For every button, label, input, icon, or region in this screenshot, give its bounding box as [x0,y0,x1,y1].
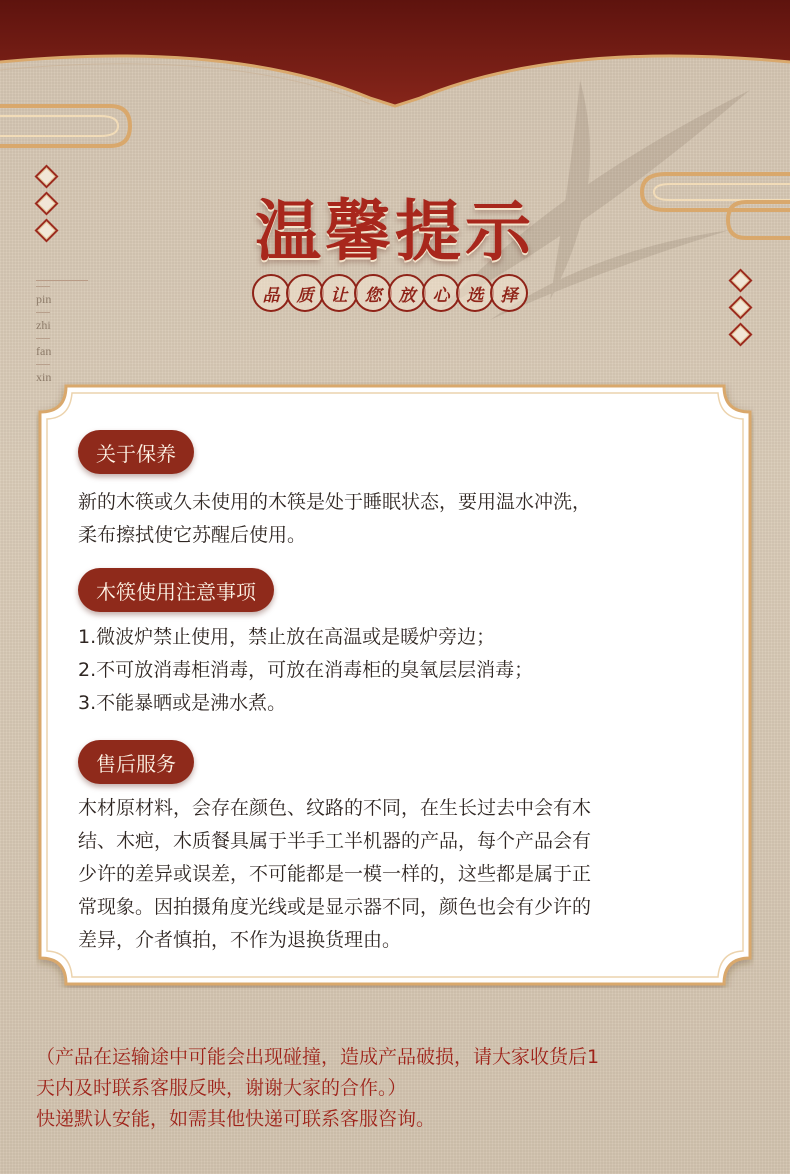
pinyin-label: zhi [36,312,50,338]
pinyin-label: pin [36,286,50,312]
body-line: 2.不可放消毒柜消毒，可放在消毒柜的臭氧层层消毒； [78,659,534,681]
right-diamond-ornaments [732,272,749,343]
left-frame-ornament [0,98,140,158]
body-line: 木材原材料，会存在颜色、纹路的不同，在生长过去中会有木 [78,797,592,819]
subtitle-seal: 您 [354,274,392,312]
body-line: 结、木疤，木质餐具属于半手工半机器的产品，每个产品会有 [78,830,592,852]
footer-line: 天内及时联系客服反映，谢谢大家的合作。） [36,1077,407,1099]
body-line: 3.不能暴晒或是沸水煮。 [78,692,287,714]
section-body-usage [78,621,730,720]
subtitle-seals [256,274,528,314]
subtitle-seal: 择 [490,274,528,312]
section-heading-aftersales: 售后服务 [78,740,194,784]
body-line: 1.微波炉禁止使用，禁止放在高温或是暖炉旁边； [78,626,496,648]
footer-line: 快递默认安能，如需其他快递可联系客服咨询。 [36,1108,436,1130]
diamond-icon [728,295,752,319]
body-line: 新的木筷或久未使用的木筷是处于睡眠状态，要用温水冲洗， [78,491,592,513]
subtitle-seal: 质 [286,274,324,312]
subtitle-seal: 让 [320,274,358,312]
info-card [36,382,754,988]
body-line: 柔布擦拭使它苏醒后使用。 [78,524,307,546]
body-line: 差异，介者慎拍，不作为退换货理由。 [78,929,402,951]
footer-line: （产品在运输途中可能会出现碰撞，造成产品破损，请大家收货后1 [36,1046,600,1068]
pinyin-label: xin [36,364,50,390]
page-title: 温馨提示 [255,192,535,270]
diamond-icon [728,322,752,346]
footer-notice [36,1042,756,1135]
pinyin-labels [36,280,96,390]
pinyin-label: fan [36,338,50,364]
pinyin-divider [36,280,88,281]
subtitle-seal: 心 [422,274,460,312]
body-line: 常现象。因拍摄角度光线或是显示器不同，颜色也会有少许的 [78,896,592,918]
body-line: 少许的差异或误差，不可能都是一模一样的，这些都是属于正 [78,863,592,885]
section-body-aftersales [78,792,730,957]
section-heading-care: 关于保养 [78,430,194,474]
section-body-care [78,486,730,552]
subtitle-seal: 放 [388,274,426,312]
subtitle-seal: 选 [456,274,494,312]
section-heading-usage: 木筷使用注意事项 [78,568,274,612]
subtitle-seal: 品 [252,274,290,312]
